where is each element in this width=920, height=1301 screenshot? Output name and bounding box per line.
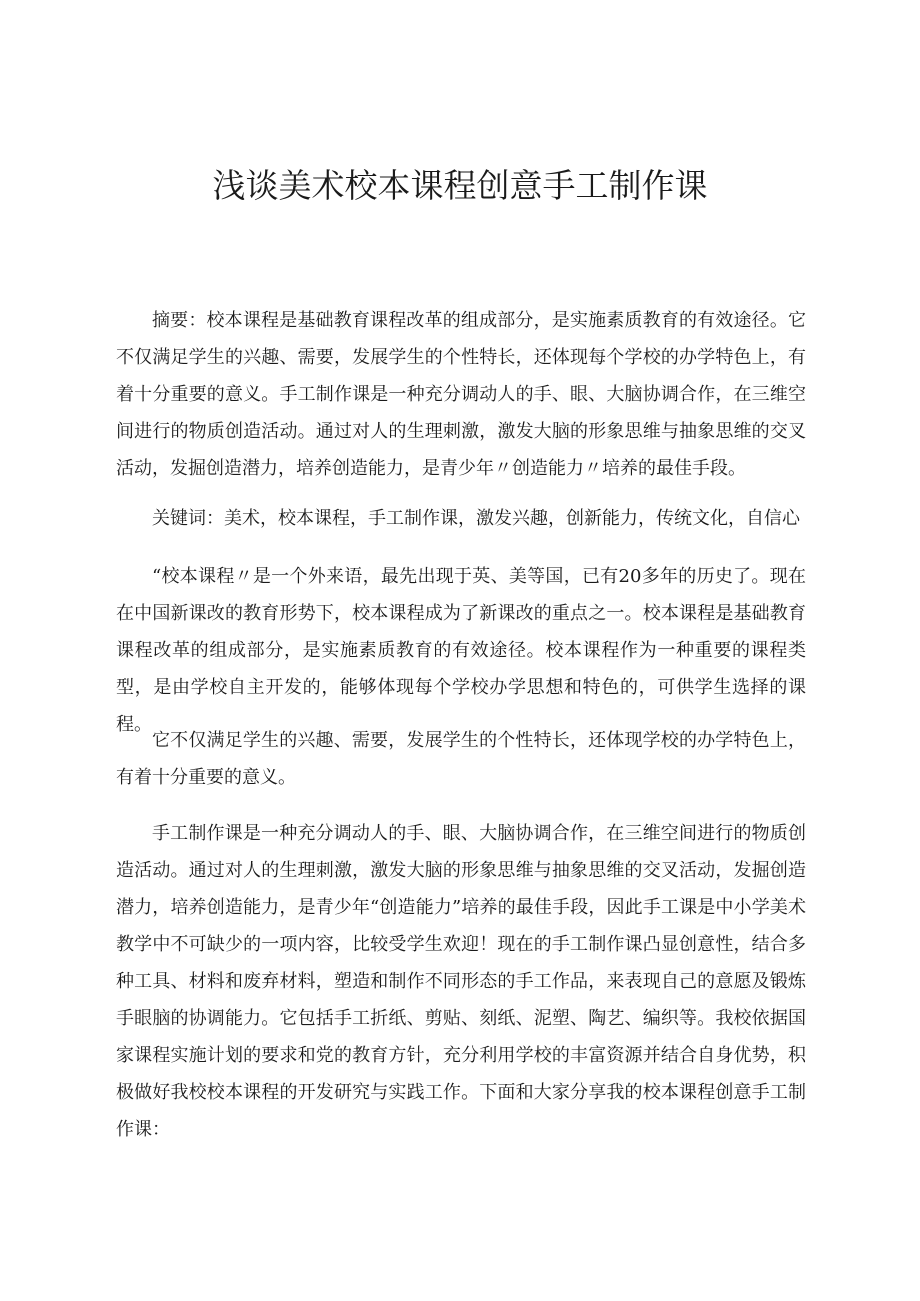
document-title: 浅谈美术校本课程创意手工制作课 [212, 166, 708, 205]
abstract-paragraph: 摘要：校本课程是基础教育课程改革的组成部分，是实施素质教育的有效途径。它不仅满足学生的兴趣、需要，发展学生的个性特长，还体现每个学校的办学特色上，有着十分重要的意义。手工制作课是一种充分调动人的手、眼、大脑协调合作，在三维空间进行的物质创造活动。通过对人的生理刺激，激发大脑的形象思维与抽象思维的交叉活动，发掘创造潜力，培养创造能力，是青少年〃创造能力〃培养的最佳手段。 [116, 310, 806, 479]
meaning-paragraph: 它不仅满足学生的兴趣、需要，发展学生的个性特长，还体现学校的办学特色上，有着十分重要的意义。 [116, 730, 806, 788]
keywords-paragraph: 关键词：美术，校本课程，手工制作课，激发兴趣，创新能力，传统文化，自信心 [152, 508, 800, 529]
intro-paragraph: “校本课程〃是一个外来语，最先出现于英、美等国，已有20多年的历史了。现在在中国新课改的教育形势下，校本课程成为了新课改的重点之一。校本课程是基础教育课程改革的组成部分，是实施素质教育的有效途径。校本课程作为一种重要的课程类型，是由学校自主开发的，能够体现每个学校办学思想和特色的，可供学生选择的课程。 [116, 566, 806, 735]
handcraft-paragraph: 手工制作课是一种充分调动人的手、眼、大脑协调合作，在三维空间进行的物质创造活动。通过对人的生理刺激，激发大脑的形象思维与抽象思维的交叉活动，发掘创造潜力，培养创造能力，是青少年“创造能力”培养的最佳手段，因此手工课是中小学美术教学中不可缺少的一项内容，比较受学生欢迎！现在的手工制作课凸显创意性，结合多种工具、材料和废弃材料，塑造和制作不同形态的手工作品，来表现自己的意愿及锻炼手眼脑的协调能力。它包括手工折纸、剪贴、刻纸、泥塑、陶艺、编织等。我校依据国家课程实施计划的要求和党的教育方针，充分利用学校的丰富资源并结合自身优势，积极做好我校校本课程的开发研究与实践工作。下面和大家分享我的校本课程创意手工制作课： [116, 823, 806, 1140]
